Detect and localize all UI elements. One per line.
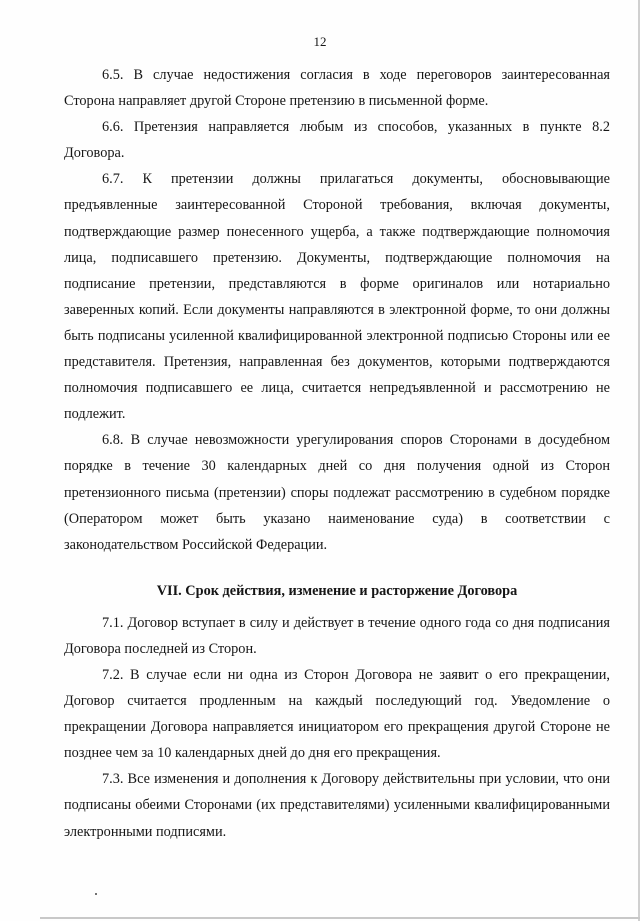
paragraph-6-6: 6.6. Претензия направляется любым из способов, указанных в пункте 8.2 Договора. xyxy=(64,119,610,162)
scan-bottom-edge xyxy=(40,917,640,919)
paragraph-7-3: 7.3. Все изменения и дополнения к Договору действительны при условии, что они подписаны обеими Сторонами (их представителями) усиленными квалифицированными электронными подписями. xyxy=(64,771,610,840)
paragraph-6-8: 6.8. В случае невозможности урегулирования споров Сторонами в досудебном порядке в течение 30 календарных дней со дня получения одной из Сторон претензионного письма (претензии) споры подлежат рассмотрению в судебном порядке (Оператором может быть указано наименование суда) в соответствии с законодательством Российской Федерации. xyxy=(64,432,610,553)
scan-speck xyxy=(95,893,97,895)
page-number: 12 xyxy=(313,34,327,49)
paragraph-6-5: 6.5. В случае недостижения согласия в ходе переговоров заинтересованная Сторона направляет другой Стороне претензию в письменной форме. xyxy=(64,67,610,110)
paragraph-6-7: 6.7. К претензии должны прилагаться документы, обосновывающие предъявленные заинтересованной Стороной требования, включая документы, подтверждающие размер понесенного ущерба, а также подтверждающие полномочия лица, подписавшего претензию. Документы, подтверждающие полномочия на подписание претензии, представляются в форме оригиналов или нотариально заверенных копий. Если документы направляются в электронной форме, то они должны быть подписаны усиленной квалифицированной электронной подписью Стороны или ее представителя. Претензия, направленная без документов, которыми подтверждаются полномочия подписавшего ее лица, считается непредъявленной и рассмотрению не подлежит. xyxy=(64,171,610,423)
section-heading: VII. Срок действия, изменение и расторжение Договора xyxy=(156,582,518,599)
document-body xyxy=(64,62,610,845)
paragraph-7-2: 7.2. В случае если ни одна из Сторон Договора не заявит о его прекращении, Договор считается продленным на каждый последующий год. Уведомление о прекращении Договора направляется инициатором его прекращения другой Стороне не позднее чем за 10 календарных дней до дня его прекращения. xyxy=(64,666,610,762)
paragraph-7-1: 7.1. Договор вступает в силу и действует в течение одного года со дня подписания Договора последней из Сторон. xyxy=(64,614,610,657)
